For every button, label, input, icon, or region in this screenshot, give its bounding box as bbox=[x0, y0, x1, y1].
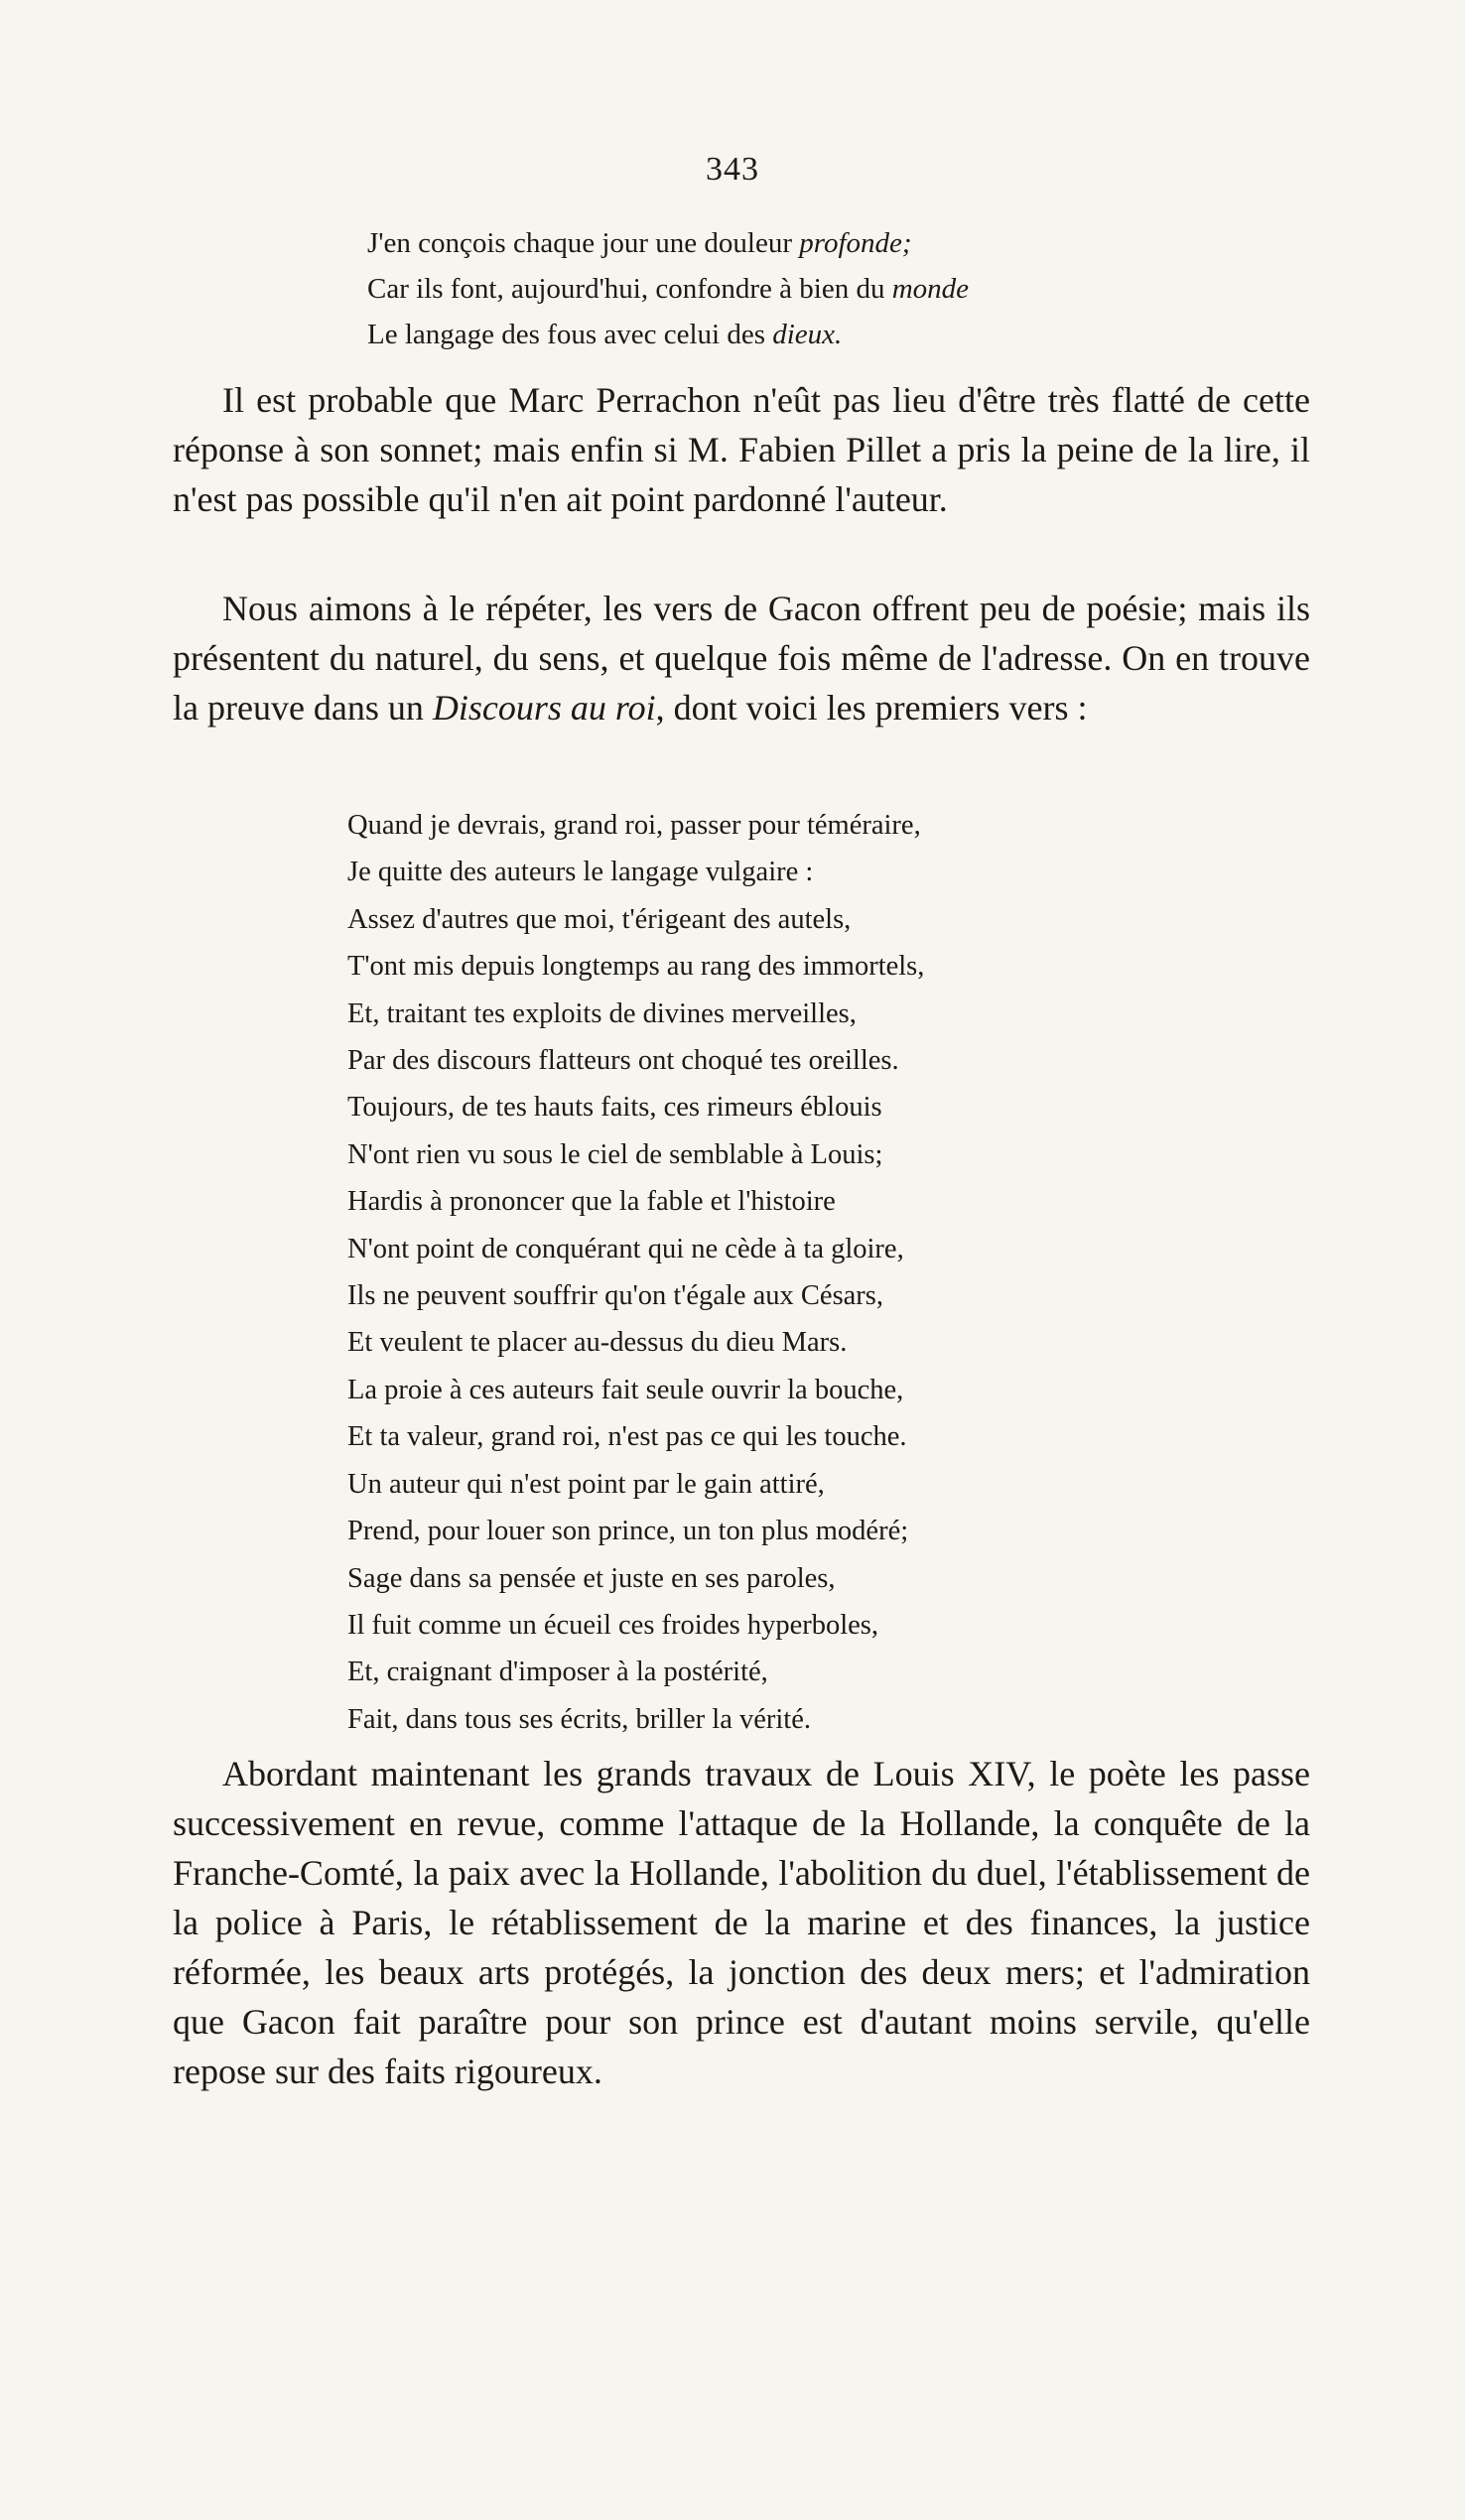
verse-line: Le langage des fous avec celui des dieux. bbox=[367, 319, 843, 350]
verse-line: Car ils font, aujourd'hui, confondre à bien du monde bbox=[367, 273, 970, 305]
poem-line: Et, traitant tes exploits de divines merveilles, bbox=[347, 997, 857, 1029]
poem-line: Il fuit comme un écueil ces froides hyperboles, bbox=[347, 1609, 878, 1641]
paragraph-3: Abordant maintenant les grands travaux de Louis XIV, le poète les passe successivement en revue, comme l'attaque de la Hollande, la conquête de la Franche-Comté, la paix avec la Hollande, l'abolition du duel, l'établissement de la police à Paris, le rétablissement de la marine et des finances, la justice réformée, les beaux arts protégés, la jonction des deux mers; et l'admiration que Gacon fait paraître pour son prince est d'autant moins servile, qu'elle repose sur des faits rigoureux. bbox=[173, 1754, 1310, 2091]
poem-line: Sage dans sa pensée et juste en ses paroles, bbox=[347, 1562, 836, 1594]
poem-line: N'ont rien vu sous le ciel de semblable à Louis; bbox=[347, 1138, 883, 1170]
verse-line: J'en conçois chaque jour une douleur profonde; bbox=[367, 227, 912, 259]
poem-line: Prend, pour louer son prince, un ton plus modéré; bbox=[347, 1516, 909, 1547]
poem-line: Toujours, de tes hauts faits, ces rimeurs éblouis bbox=[347, 1092, 882, 1124]
paragraph-2: Nous aimons à le répéter, les vers de Gacon offrent peu de poésie; mais ils présentent du naturel, du sens, et quelque fois même de l'adresse. On en trouve la preuve dans un Discours au roi, dont voici les premiers vers : bbox=[173, 589, 1310, 728]
discours-title: Discours au roi bbox=[432, 688, 656, 728]
poem bbox=[347, 802, 1241, 1743]
poem-line: N'ont point de conquérant qui ne cède à ta gloire, bbox=[347, 1233, 904, 1264]
poem-line: Je quitte des auteurs le langage vulgaire : bbox=[347, 857, 814, 888]
page-number: 343 bbox=[706, 151, 759, 188]
poem-line: Par des discours flatteurs ont choqué tes oreilles. bbox=[347, 1045, 899, 1077]
poem-line: Fait, dans tous ses écrits, briller la vérité. bbox=[347, 1703, 811, 1735]
poem-line: Et ta valeur, grand roi, n'est pas ce qui les touche. bbox=[347, 1421, 907, 1453]
poem-line: T'ont mis depuis longtemps au rang des immortels, bbox=[347, 951, 925, 983]
poem-line: Ils ne peuvent souffrir qu'on t'égale aux Césars, bbox=[347, 1280, 884, 1312]
poem-line: Un auteur qui n'est point par le gain attiré, bbox=[347, 1468, 825, 1500]
poem-line: Hardis à prononcer que la fable et l'histoire bbox=[347, 1186, 836, 1218]
poem-line: Quand je devrais, grand roi, passer pour téméraire, bbox=[347, 810, 921, 841]
poem-line: Et, craignant d'imposer à la postérité, bbox=[347, 1657, 768, 1688]
paragraph-1: Il est probable que Marc Perrachon n'eût pas lieu d'être très flatté de cette réponse à son sonnet; mais enfin si M. Fabien Pillet a pris la peine de la lire, il n'est pas possible qu'il n'en ait point pardonné l'auteur. bbox=[173, 380, 1310, 519]
poem-line: Assez d'autres que moi, t'érigeant des autels, bbox=[347, 903, 852, 935]
poem-line: La proie à ces auteurs fait seule ouvrir la bouche, bbox=[347, 1374, 904, 1405]
poem-line: Et veulent te placer au-dessus du dieu Mars. bbox=[347, 1327, 848, 1359]
opening-verse bbox=[367, 220, 1261, 357]
